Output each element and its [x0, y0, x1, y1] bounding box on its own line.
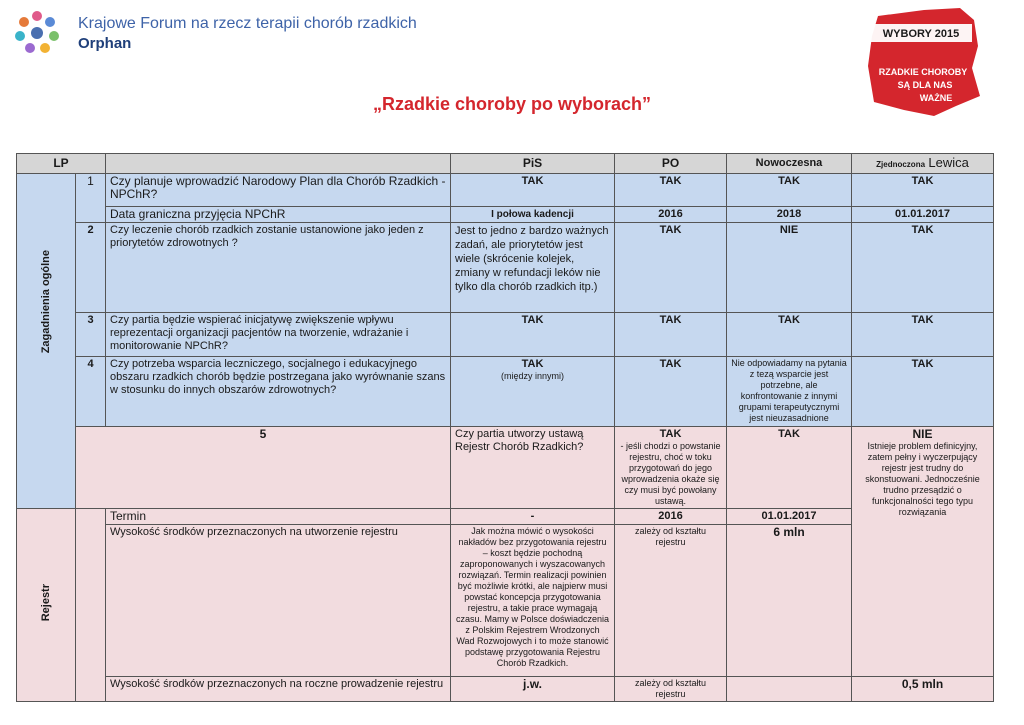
row-8 — [17, 677, 994, 702]
answer-nowoczesna-empty — [727, 677, 852, 702]
question: Wysokość środków przeznaczonych na utworzenie rejestru — [106, 525, 451, 677]
answer-nowoczesna-main: NIE — [912, 427, 933, 441]
row-6 — [17, 509, 994, 525]
col-pis: PiS — [451, 154, 615, 174]
question: Wysokość środków przeznaczonych na roczne prowadzenie rejestru — [106, 677, 451, 702]
answer-nowoczesna: TAK — [727, 313, 852, 357]
question: Czy partia utworzy ustawą Rejestr Chorób Rzadkich? — [451, 427, 615, 509]
answer-po: zależy od kształtu rejestru — [615, 525, 727, 677]
answer-zl: 0,5 mln — [852, 677, 994, 702]
org-name — [78, 14, 417, 54]
answer-pis: j.w. — [451, 677, 615, 702]
row-num: 2 — [76, 223, 106, 313]
answer-nowoczesna: NIE — [727, 223, 852, 313]
row-7 — [17, 525, 994, 677]
question: Czy leczenie chorób rzadkich zostanie ustanowione jako jeden z priorytetów zdrowotnych ? — [106, 223, 451, 313]
row-num: 4 — [76, 357, 106, 427]
answer-pis-main: TAK — [659, 428, 682, 440]
row-num: 3 — [76, 313, 106, 357]
question: Data graniczna przyjęcia NPChR — [106, 207, 451, 223]
answer-nowoczesna: Nie odpowiadamy na pytania z tezą wsparcie jest potrzebne, ale konfrontowanie z innymi grupami terapeutycznymi jest nieuzasadnione — [727, 357, 852, 427]
header-row — [17, 154, 994, 174]
answer-zl: TAK — [852, 223, 994, 313]
answer-zl: TAK — [852, 357, 994, 427]
survey-table — [16, 153, 994, 702]
answer-pis: Jak można mówić o wysokości nakładów bez przygotowania rejestru – koszt będzie pochodną zaproponowanych i wyszacowanych rozwiązań. Termin realizacji powinien być możliwie krótki, ale najpierw musi powstać koncepcja przygotowania rejestru, a takie prace wymagają czasu. Mamy w Polsce doświadczenia z Polskim Rejestrem Wrodzonych Wad Rozwojowych i to może stanowić podstawę przygotowania Rejestru Chorób Rzadkich. — [451, 525, 615, 677]
answer-po: zależy od kształtu rejestru — [615, 677, 727, 702]
row-5 — [17, 427, 994, 509]
row-4 — [17, 357, 994, 427]
row-3 — [17, 313, 994, 357]
answer-po: 2016 — [615, 207, 727, 223]
answer-po: TAK — [615, 313, 727, 357]
answer-po: TAK — [615, 357, 727, 427]
col-po: PO — [615, 154, 727, 174]
answer-pis: TAK — [451, 174, 615, 207]
answer-nowoczesna-note: Istnieje problem definicyjny, zatem pełny i wyczerpujący rejestr jest trudny do skonstuowani. Jednocześnie trudno przesądzić o funkcjonalności tego typu rozwiązania — [865, 441, 980, 517]
answer-zl: TAK — [852, 174, 994, 207]
empty-num — [76, 509, 106, 702]
answer-pis: - — [451, 509, 615, 525]
answer-pis: Jest to jedno z bardzo ważnych zadań, ale priorytetów jest wiele (skrócenie kolejek, zmiany w refundacji leków nie tylko dla chorób rzadkich itp.) — [451, 223, 615, 313]
col-lp: LP — [17, 154, 106, 174]
question: Czy partia będzie wspierać inicjatywę zwiększenie wpływu reprezentacji organizacji pacjentów na tworzenie, wdrażanie i monitorowanie NPChR? — [106, 313, 451, 357]
row-2 — [17, 223, 994, 313]
section-general-label: Zagadnienia ogólne — [39, 249, 52, 354]
answer-po: TAK — [727, 427, 852, 509]
answer-nowoczesna — [852, 427, 994, 677]
question: Czy planuje wprowadzić Narodowy Plan dla Chorób Rzadkich - NPChR? — [106, 174, 451, 207]
answer-nowoczesna: 2018 — [727, 207, 852, 223]
answer-po: TAK — [615, 223, 727, 313]
answer-zl: TAK — [852, 313, 994, 357]
org-line1: Krajowe Forum na rzecz terapii chorób rzadkich — [78, 15, 417, 32]
badge-line1: RZADKIE CHOROBY — [878, 67, 968, 77]
orphan-logo — [12, 8, 62, 58]
answer-pis-main: TAK — [521, 358, 544, 370]
section-general — [17, 174, 76, 509]
row-num: 5 — [76, 427, 451, 509]
row-1b — [17, 207, 994, 223]
col-zl — [852, 154, 994, 174]
answer-pis-note: - jeśli chodzi o powstanie rejestru, choć w toku przygotowań do jego wprowadzenia okaże się czy musi być powołany ustawą. — [620, 441, 721, 506]
answer-zl: 6 mln — [727, 525, 852, 677]
section-register-label: Rejestr — [39, 584, 52, 622]
answer-pis — [451, 357, 615, 427]
row-1 — [17, 174, 994, 207]
page-title: „Rzadkie choroby po wyborach” — [372, 94, 652, 114]
answer-pis — [615, 427, 727, 509]
col-zl-big: Lewica — [928, 155, 969, 170]
col-question — [106, 154, 451, 174]
question: Czy potrzeba wsparcia leczniczego, socjalnego i edukacyjnego obszaru rzadkich chorób będzie postrzegana jako wyrównanie szans w stosunku do innych obszarów zdrowotnych? — [106, 357, 451, 427]
answer-po: 2016 — [615, 509, 727, 525]
answer-po: TAK — [615, 174, 727, 207]
row-num: 1 — [76, 174, 106, 223]
col-zl-small: Zjednoczona — [876, 160, 926, 169]
answer-pis: TAK — [451, 313, 615, 357]
badge-top: WYBORY 2015 — [882, 28, 960, 40]
answer-zl: 01.01.2017 — [852, 207, 994, 223]
answer-pis: I połowa kadencji — [451, 207, 615, 223]
question: Termin — [106, 509, 451, 525]
answer-nowoczesna: TAK — [727, 174, 852, 207]
section-register — [17, 509, 76, 702]
badge-line2: SĄ DLA NAS — [897, 80, 953, 90]
col-nowoczesna: Nowoczesna — [727, 154, 852, 174]
answer-pis-note: (między innymi) — [500, 371, 564, 381]
badge-line3: WAŻNE — [919, 93, 953, 103]
org-line2: Orphan — [78, 35, 132, 52]
answer-zl: 01.01.2017 — [727, 509, 852, 525]
